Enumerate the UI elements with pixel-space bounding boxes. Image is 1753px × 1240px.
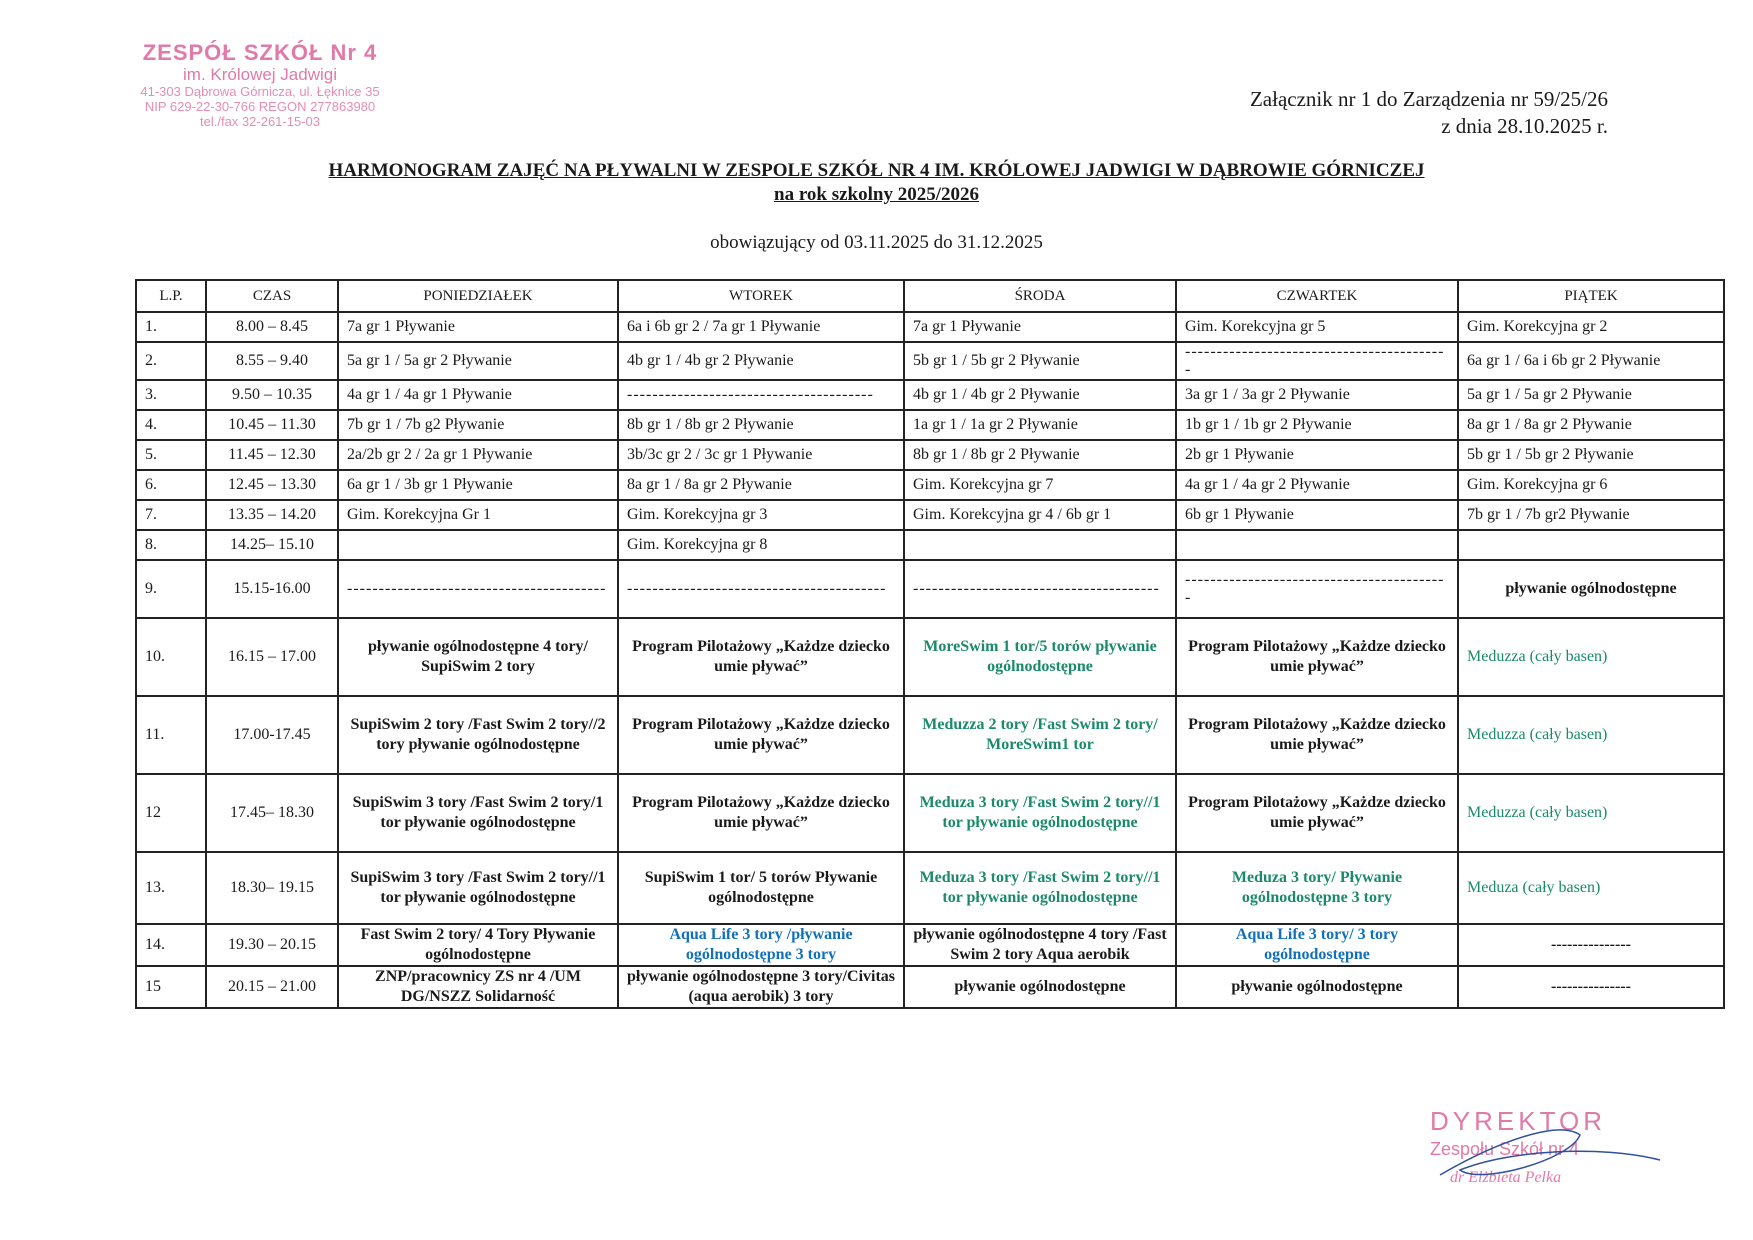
signature-name: dr Elżbieta Pelka bbox=[1450, 1169, 1562, 1186]
cell-fri bbox=[1458, 530, 1724, 560]
row-time: 19.30 – 20.15 bbox=[206, 924, 338, 966]
attachment-note bbox=[1250, 86, 1608, 141]
signature-title: DYREKTOR bbox=[1430, 1106, 1606, 1136]
cell-tue: 3b/3c gr 2 / 3c gr 1 Pływanie bbox=[618, 440, 904, 470]
cell-fri: 5a gr 1 / 5a gr 2 Pływanie bbox=[1458, 380, 1724, 410]
attachment-line-2: z dnia 28.10.2025 r. bbox=[1441, 114, 1608, 139]
cell-thu: 1b gr 1 / 1b gr 2 Pływanie bbox=[1176, 410, 1458, 440]
cell-thu: Program Pilotażowy „Każdze dziecko umie pływać” bbox=[1176, 696, 1458, 774]
row-number: 12 bbox=[136, 774, 206, 852]
cell-tue: Aqua Life 3 tory /pływanie ogólnodostępne 3 tory bbox=[618, 924, 904, 966]
row-number: 13. bbox=[136, 852, 206, 924]
signature-stamp-graphic bbox=[1420, 1100, 1720, 1200]
row-time: 8.00 – 8.45 bbox=[206, 312, 338, 342]
stamp-line-1: ZESPÓŁ SZKÓŁ Nr 4 bbox=[142, 40, 378, 65]
cell-wed bbox=[904, 530, 1176, 560]
header-lp: L.P. bbox=[136, 280, 206, 312]
table-header-row bbox=[136, 280, 1724, 312]
row-number: 6. bbox=[136, 470, 206, 500]
cell-mon: 7a gr 1 Pływanie bbox=[338, 312, 618, 342]
cell-wed: Meduzza 2 tory /Fast Swim 2 tory/ MoreSwim1 tor bbox=[904, 696, 1176, 774]
table-row bbox=[136, 410, 1724, 440]
row-number: 10. bbox=[136, 618, 206, 696]
validity-period: obowiązujący od 03.11.2025 do 31.12.2025 bbox=[710, 232, 1043, 253]
cell-tue: 6a i 6b gr 2 / 7a gr 1 Pływanie bbox=[618, 312, 904, 342]
cell-thu: Program Pilotażowy „Każdze dziecko umie pływać” bbox=[1176, 618, 1458, 696]
cell-mon: pływanie ogólnodostępne 4 tory/ SupiSwim 2 tory bbox=[338, 618, 618, 696]
cell-tue: pływanie ogólnodostępne 3 tory/Civitas (aqua aerobik) 3 tory bbox=[618, 966, 904, 1008]
cell-mon: SupiSwim 3 tory /Fast Swim 2 tory//1 tor pływanie ogólnodostępne bbox=[338, 852, 618, 924]
header-tuesday: WTOREK bbox=[618, 280, 904, 312]
cell-mon: SupiSwim 2 tory /Fast Swim 2 tory//2 tory pływanie ogólnodostępne bbox=[338, 696, 618, 774]
cell-thu: Program Pilotażowy „Każdze dziecko umie pływać” bbox=[1176, 774, 1458, 852]
cell-fri: Meduzza (cały basen) bbox=[1458, 618, 1724, 696]
cell-mon: 2a/2b gr 2 / 2a gr 1 Pływanie bbox=[338, 440, 618, 470]
cell-thu: ------------------------------------------ bbox=[1176, 560, 1458, 618]
attachment-line-1: Załącznik nr 1 do Zarządzenia nr 59/25/26 bbox=[1249, 87, 1608, 111]
row-time: 17.00-17.45 bbox=[206, 696, 338, 774]
row-number: 2. bbox=[136, 342, 206, 380]
cell-wed: MoreSwim 1 tor/5 torów pływanie ogólnodostępne bbox=[904, 618, 1176, 696]
stamp-line-4: NIP 629-22-30-766 REGON 277863980 bbox=[144, 98, 376, 114]
schedule-table bbox=[135, 279, 1725, 1009]
table-row bbox=[136, 924, 1724, 966]
cell-fri: 6a gr 1 / 6a i 6b gr 2 Pływanie bbox=[1458, 342, 1724, 380]
row-time: 14.25– 15.10 bbox=[206, 530, 338, 560]
cell-tue: Program Pilotażowy „Każdze dziecko umie pływać” bbox=[618, 618, 904, 696]
cell-mon: 7b gr 1 / 7b g2 Pływanie bbox=[338, 410, 618, 440]
cell-wed: 5b gr 1 / 5b gr 2 Pływanie bbox=[904, 342, 1176, 380]
cell-thu: 2b gr 1 Pływanie bbox=[1176, 440, 1458, 470]
row-number: 3. bbox=[136, 380, 206, 410]
cell-tue: Program Pilotażowy „Każdze dziecko umie pływać” bbox=[618, 696, 904, 774]
cell-fri: Gim. Korekcyjna gr 6 bbox=[1458, 470, 1724, 500]
table-row bbox=[136, 618, 1724, 696]
cell-mon: 5a gr 1 / 5a gr 2 Pływanie bbox=[338, 342, 618, 380]
header-time: CZAS bbox=[206, 280, 338, 312]
table-row bbox=[136, 852, 1724, 924]
cell-thu: Meduza 3 tory/ Pływanie ogólnodostępne 3 tory bbox=[1176, 852, 1458, 924]
cell-wed: 8b gr 1 / 8b gr 2 Pływanie bbox=[904, 440, 1176, 470]
cell-tue: Program Pilotażowy „Każdze dziecko umie pływać” bbox=[618, 774, 904, 852]
cell-tue: Gim. Korekcyjna gr 3 bbox=[618, 500, 904, 530]
row-time: 16.15 – 17.00 bbox=[206, 618, 338, 696]
cell-tue: ----------------------------------------- bbox=[618, 560, 904, 618]
row-time: 9.50 – 10.35 bbox=[206, 380, 338, 410]
cell-fri: 5b gr 1 / 5b gr 2 Pływanie bbox=[1458, 440, 1724, 470]
cell-wed: Meduza 3 tory /Fast Swim 2 tory//1 tor pływanie ogólnodostępne bbox=[904, 852, 1176, 924]
row-time: 10.45 – 11.30 bbox=[206, 410, 338, 440]
cell-fri: --------------- bbox=[1458, 924, 1724, 966]
row-number: 14. bbox=[136, 924, 206, 966]
table-row bbox=[136, 696, 1724, 774]
cell-mon: ZNP/pracownicy ZS nr 4 /UM DG/NSZZ Solidarność bbox=[338, 966, 618, 1008]
cell-fri: Meduzza (cały basen) bbox=[1458, 696, 1724, 774]
table-row bbox=[136, 440, 1724, 470]
row-time: 8.55 – 9.40 bbox=[206, 342, 338, 380]
cell-mon: ----------------------------------------- bbox=[338, 560, 618, 618]
cell-fri: Meduza (cały basen) bbox=[1458, 852, 1724, 924]
cell-fri: Meduzza (cały basen) bbox=[1458, 774, 1724, 852]
cell-mon: 4a gr 1 / 4a gr 1 Pływanie bbox=[338, 380, 618, 410]
cell-mon bbox=[338, 530, 618, 560]
table-row bbox=[136, 530, 1724, 560]
cell-mon: Gim. Korekcyjna Gr 1 bbox=[338, 500, 618, 530]
row-number: 4. bbox=[136, 410, 206, 440]
table-row bbox=[136, 500, 1724, 530]
cell-thu: 3a gr 1 / 3a gr 2 Pływanie bbox=[1176, 380, 1458, 410]
table-row bbox=[136, 312, 1724, 342]
stamp-line-2: im. Królowej Jadwigi bbox=[183, 65, 337, 85]
table-row bbox=[136, 342, 1724, 380]
cell-wed: --------------------------------------- bbox=[904, 560, 1176, 618]
cell-thu: Aqua Life 3 tory/ 3 tory ogólnodostępne bbox=[1176, 924, 1458, 966]
cell-fri: pływanie ogólnodostępne bbox=[1458, 560, 1724, 618]
cell-fri: 7b gr 1 / 7b gr2 Pływanie bbox=[1458, 500, 1724, 530]
cell-tue: 4b gr 1 / 4b gr 2 Pływanie bbox=[618, 342, 904, 380]
header-monday: PONIEDZIAŁEK bbox=[338, 280, 618, 312]
row-number: 11. bbox=[136, 696, 206, 774]
school-stamp bbox=[130, 40, 390, 130]
cell-thu: pływanie ogólnodostępne bbox=[1176, 966, 1458, 1008]
cell-wed: Meduza 3 tory /Fast Swim 2 tory//1 tor pływanie ogólnodostępne bbox=[904, 774, 1176, 852]
row-number: 5. bbox=[136, 440, 206, 470]
cell-mon: 6a gr 1 / 3b gr 1 Pływanie bbox=[338, 470, 618, 500]
cell-fri: --------------- bbox=[1458, 966, 1724, 1008]
cell-tue: Gim. Korekcyjna gr 8 bbox=[618, 530, 904, 560]
table-row bbox=[136, 560, 1724, 618]
table-row bbox=[136, 774, 1724, 852]
cell-wed: pływanie ogólnodostępne 4 tory /Fast Swim 2 tory Aqua aerobik bbox=[904, 924, 1176, 966]
row-number: 1. bbox=[136, 312, 206, 342]
row-time: 15.15-16.00 bbox=[206, 560, 338, 618]
signature-org: Zespołu Szkół nr 4 bbox=[1430, 1139, 1580, 1159]
row-number: 9. bbox=[136, 560, 206, 618]
cell-tue: SupiSwim 1 tor/ 5 torów Pływanie ogólnodostępne bbox=[618, 852, 904, 924]
cell-thu bbox=[1176, 530, 1458, 560]
table-row bbox=[136, 470, 1724, 500]
header-thursday: CZWARTEK bbox=[1176, 280, 1458, 312]
table-row bbox=[136, 966, 1724, 1008]
cell-mon: Fast Swim 2 tory/ 4 Tory Pływanie ogólnodostępne bbox=[338, 924, 618, 966]
cell-wed: 7a gr 1 Pływanie bbox=[904, 312, 1176, 342]
stamp-line-5: tel./fax 32-261-15-03 bbox=[200, 113, 320, 129]
cell-fri: 8a gr 1 / 8a gr 2 Pływanie bbox=[1458, 410, 1724, 440]
cell-tue: 8b gr 1 / 8b gr 2 Pływanie bbox=[618, 410, 904, 440]
cell-mon: SupiSwim 3 tory /Fast Swim 2 tory/1 tor pływanie ogólnodostępne bbox=[338, 774, 618, 852]
cell-wed: Gim. Korekcyjna gr 4 / 6b gr 1 bbox=[904, 500, 1176, 530]
cell-wed: 4b gr 1 / 4b gr 2 Pływanie bbox=[904, 380, 1176, 410]
row-number: 15 bbox=[136, 966, 206, 1008]
cell-thu: 4a gr 1 / 4a gr 2 Pływanie bbox=[1176, 470, 1458, 500]
cell-thu: ------------------------------------------ bbox=[1176, 342, 1458, 380]
cell-tue: 8a gr 1 / 8a gr 2 Pływanie bbox=[618, 470, 904, 500]
cell-thu: Gim. Korekcyjna gr 5 bbox=[1176, 312, 1458, 342]
row-time: 12.45 – 13.30 bbox=[206, 470, 338, 500]
row-time: 20.15 – 21.00 bbox=[206, 966, 338, 1008]
cell-wed: 1a gr 1 / 1a gr 2 Pływanie bbox=[904, 410, 1176, 440]
document-subtitle: na rok szkolny 2025/2026 bbox=[774, 184, 979, 205]
row-number: 7. bbox=[136, 500, 206, 530]
row-time: 17.45– 18.30 bbox=[206, 774, 338, 852]
cell-thu: 6b gr 1 Pływanie bbox=[1176, 500, 1458, 530]
header-friday: PIĄTEK bbox=[1458, 280, 1724, 312]
row-time: 11.45 – 12.30 bbox=[206, 440, 338, 470]
table-row bbox=[136, 380, 1724, 410]
cell-wed: pływanie ogólnodostępne bbox=[904, 966, 1176, 1008]
document-title: HARMONOGRAM ZAJĘĆ NA PŁYWALNI W ZESPOLE SZKÓŁ NR 4 IM. KRÓLOWEJ JADWIGI W DĄBROWIE GÓRNICZEJ bbox=[328, 160, 1425, 181]
header-wednesday: ŚRODA bbox=[904, 280, 1176, 312]
row-time: 18.30– 19.15 bbox=[206, 852, 338, 924]
cell-wed: Gim. Korekcyjna gr 7 bbox=[904, 470, 1176, 500]
row-number: 8. bbox=[136, 530, 206, 560]
cell-fri: Gim. Korekcyjna gr 2 bbox=[1458, 312, 1724, 342]
cell-tue: --------------------------------------- bbox=[618, 380, 904, 410]
row-time: 13.35 – 14.20 bbox=[206, 500, 338, 530]
stamp-line-3: 41-303 Dąbrowa Górnicza, ul. Łęknice 35 bbox=[140, 83, 380, 99]
director-signature bbox=[1420, 1100, 1720, 1200]
